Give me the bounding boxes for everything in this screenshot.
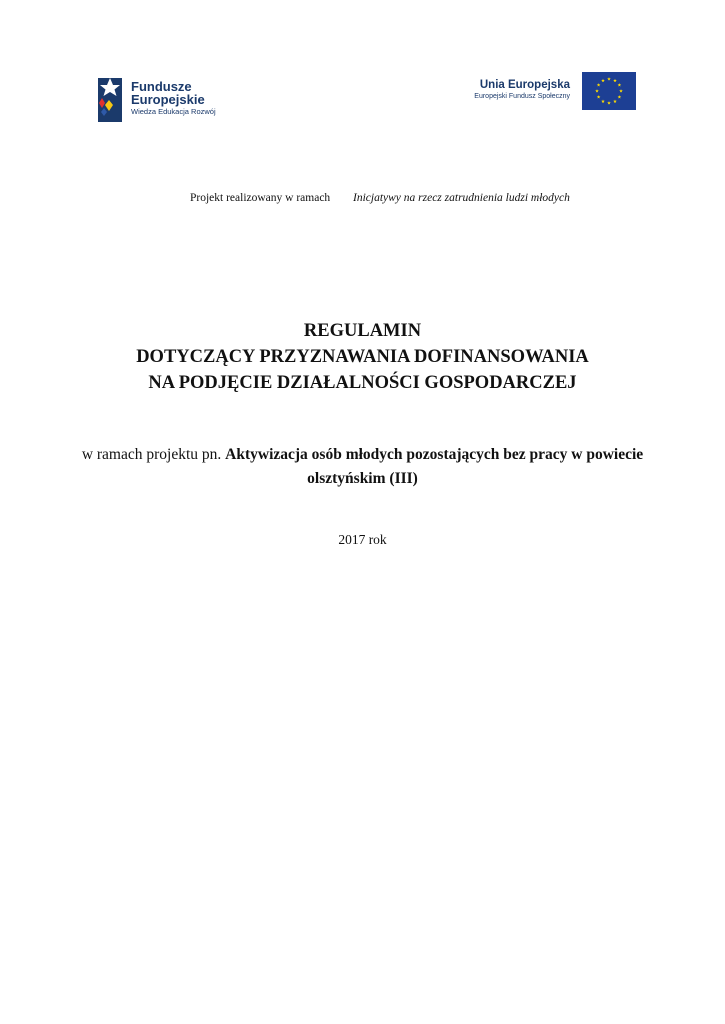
project-name-paragraph: [60, 443, 665, 491]
fe-logo-line3: Wiedza Edukacja Rozwój: [131, 107, 216, 116]
project-prefix: w ramach projektu pn.: [81, 446, 222, 463]
document-year: 2017 rok: [338, 532, 387, 547]
fe-logo-line1: Fundusze: [131, 79, 192, 94]
unia-europejska-logo: [454, 72, 636, 110]
fundusze-europejskie-logo: [96, 74, 246, 124]
project-line-prefix: Projekt realizowany w ramach: [190, 192, 331, 204]
ue-logo-line2: Europejski Fundusz Społeczny: [474, 93, 570, 100]
title-line-3: NA PODJĘCIE DZIAŁALNOŚCI GOSPODARCZEJ: [148, 373, 577, 393]
title-line-2: DOTYCZĄCY PRZYZNAWANIA DOFINANSOWANIA: [136, 347, 589, 367]
title-line-1: REGULAMIN: [303, 321, 422, 341]
eu-flag-icon: [582, 72, 636, 110]
ue-logo-line1: Unia Europejska: [479, 79, 570, 91]
fe-logo-line2: Europejskie: [131, 92, 205, 107]
project-line-initiative: Inicjatywy na rzecz zatrudnienia ludzi młodych: [353, 192, 570, 204]
project-name: Aktywizacja osób młodych pozostających bez pracy w powiecie olsztyńskim (III): [225, 446, 644, 487]
funds-star-icon: [96, 74, 126, 124]
document-title: [0, 318, 725, 396]
